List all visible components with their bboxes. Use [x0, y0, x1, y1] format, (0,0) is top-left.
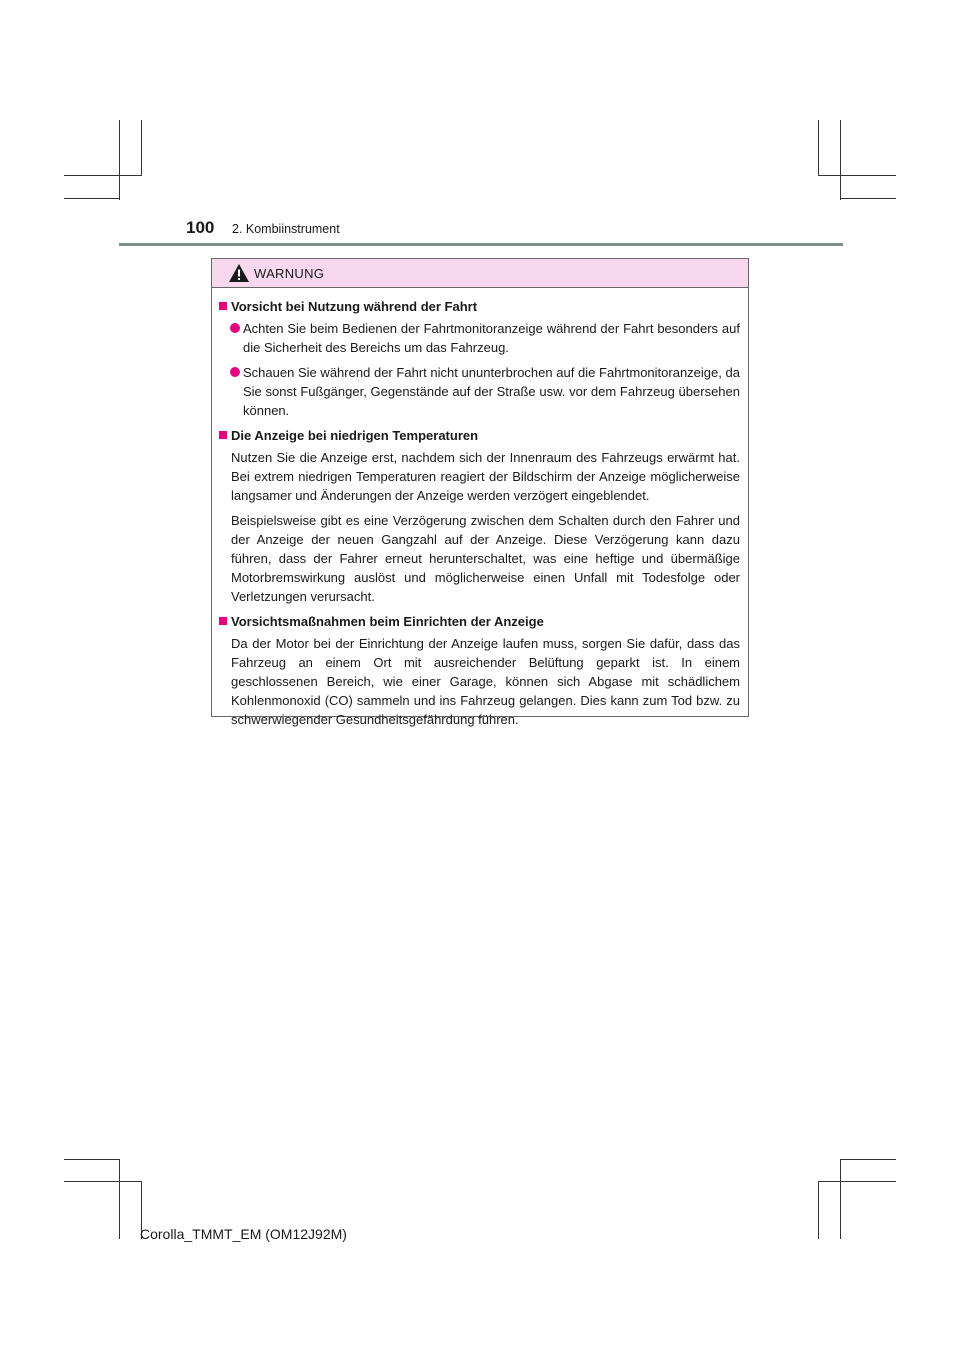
section-heading [219, 297, 740, 316]
warning-content [212, 297, 748, 735]
crop-mark [818, 120, 819, 175]
crop-mark [64, 1159, 120, 1160]
crop-mark [840, 1159, 896, 1160]
section-heading-text: Vorsicht bei Nutzung während der Fahrt [231, 299, 478, 314]
crop-mark [64, 1181, 142, 1182]
crop-mark [64, 175, 142, 176]
crop-mark [818, 1181, 819, 1239]
paragraph: Beispielsweise gibt es eine Verzögerung zwischen dem Schalten durch den Fahrer und der Anzeige der neuen Gangzahl auf der Anzeige. Diese Verzögerung kann dazu führen, dass der Fahrer erneut herunterschaltet, was eine heftige und übermäßige Motorbremswirkung auslöst und möglicherweise einen Unfall mit Todesfolge oder Verletzungen verursacht. [231, 513, 740, 604]
paragraph: Da der Motor bei der Einrichtung der Anzeige laufen muss, sorgen Sie dafür, dass das Fahrzeug an einem Ort mit ausreichender Belüftung geparkt ist. In einem geschlossenen Bereich, wie einer Garage, können sich Abgase mit schädlichem Kohlenmonoxid (CO) sammeln und ins Fahrzeug gelangen. Dies kann zum Tod bzw. zu schwerwiegender Gesundheitsgefährdung führen. [231, 636, 740, 727]
list-item-text: Schauen Sie während der Fahrt nicht ununterbrochen auf die Fahrtmonitoranzeige, da Sie sonst Fußgänger, Gegenstände auf der Straße usw. vor dem Fahrzeug übersehen können. [243, 365, 740, 418]
crop-mark [818, 1181, 896, 1182]
section-heading-text: Vorsichtsmaßnahmen beim Einrichten der Anzeige [231, 614, 544, 629]
square-bullet-icon [219, 431, 227, 439]
section-heading-text: Die Anzeige bei niedrigen Temperaturen [231, 428, 479, 443]
list-item-text: Achten Sie beim Bedienen der Fahrtmonitoranzeige während der Fahrt besonders auf die Sicherheit des Bereichs um das Fahrzeug. [243, 321, 740, 355]
header-rule [119, 243, 843, 246]
crop-mark [840, 1159, 841, 1239]
list-item [219, 363, 740, 420]
warning-title: WARNUNG [254, 266, 325, 281]
crop-mark [840, 198, 896, 199]
square-bullet-icon [219, 617, 227, 625]
circle-bullet-icon [230, 367, 240, 377]
crop-mark [119, 120, 120, 200]
document-id: Corolla_TMMT_EM (OM12J92M) [140, 1226, 347, 1242]
crop-mark [840, 120, 841, 200]
crop-mark [818, 175, 896, 176]
warning-box [211, 258, 749, 727]
circle-bullet-icon [230, 323, 240, 333]
crop-mark [141, 120, 142, 175]
square-bullet-icon [219, 302, 227, 310]
crop-mark [64, 198, 120, 199]
section-heading [219, 426, 740, 445]
page-number: 100 [186, 218, 215, 237]
paragraph: Nutzen Sie die Anzeige erst, nachdem sich der Innenraum des Fahrzeugs erwärmt hat. Bei extrem niedrigen Temperaturen reagiert der Bildschirm der Anzeige möglicherweise langsamer und Änderungen der Anzeige werden verzögert eingeblendet. [231, 450, 740, 503]
warning-header [212, 259, 748, 288]
crop-mark [119, 1159, 120, 1239]
list-item [219, 319, 740, 357]
section-title: 2. Kombiinstrument [232, 222, 340, 236]
section-heading [219, 612, 740, 631]
warning-triangle-icon [228, 263, 250, 283]
